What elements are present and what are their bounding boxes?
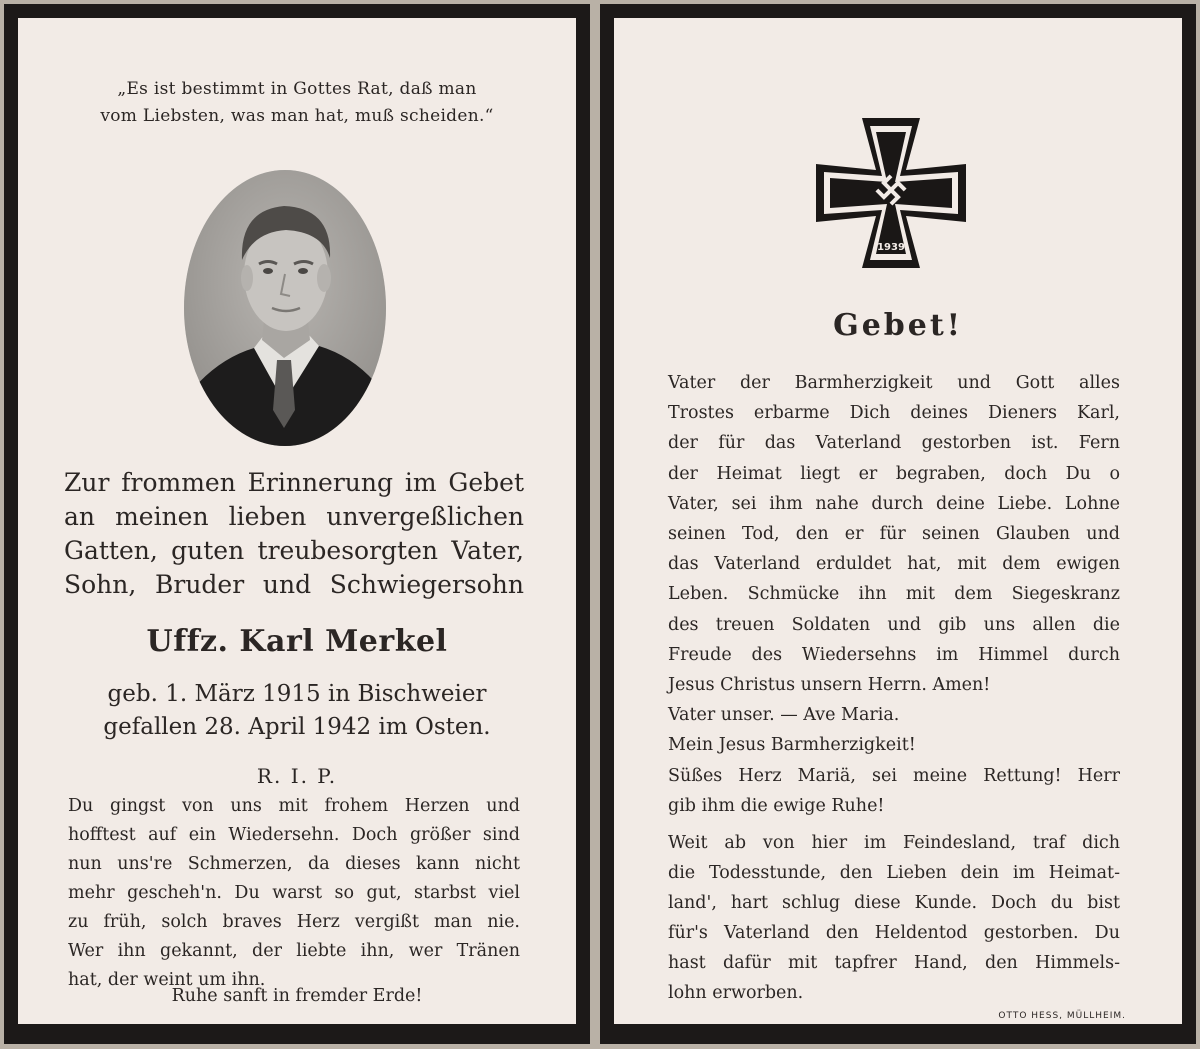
printer-imprint: OTTO HESS, MÜLLHEIM. — [998, 1011, 1126, 1021]
memorial-card-left — [4, 4, 590, 1044]
prayer-line: seinen Tod, den er für seinen Glauben und — [668, 524, 1120, 545]
memorial-card-right — [600, 4, 1196, 1044]
poem-line: Du gingst von uns mit frohem Herzen und — [68, 796, 520, 816]
dedication-line: Sohn, Bruder und Schwiegersohn — [64, 570, 524, 599]
prayer-text — [668, 368, 1120, 821]
prayer-line: Trostes erbarme Dich deines Dieners Karl, — [668, 403, 1120, 424]
birth-date: geb. 1. März 1915 in Bischweier — [107, 681, 487, 707]
poem-line: nun uns're Schmerzen, da dieses kann nicht — [68, 854, 520, 874]
memorial-dedication — [64, 466, 524, 602]
prayer-line: Vater der Barmherzigkeit und Gott alles — [668, 373, 1120, 393]
memorial-verse — [668, 828, 1120, 1008]
death-date: gefallen 28. April 1942 im Osten. — [103, 714, 491, 740]
card-paper-right — [614, 18, 1182, 1024]
quote-line: „Es ist bestimmt in Gottes Rat, daß man — [117, 79, 477, 99]
prayer-line: Leben. Schmücke ihn mit dem Siegeskranz — [668, 584, 1120, 605]
dedication-line: Zur frommen Erinnerung im Gebet — [64, 468, 524, 497]
prayer-line: des treuen Soldaten und gib uns allen die — [668, 614, 1120, 635]
memorial-poem — [68, 792, 520, 995]
portrait-photo — [184, 170, 386, 446]
prayer-line: Freude des Wiedersehns im Himmel durch — [668, 644, 1120, 665]
cross-year: 1939 — [877, 242, 905, 253]
prayer-line: das Vaterland erduldet hat, mit dem ewigen — [668, 554, 1120, 575]
prayer-line: Mein Jesus Barmherzigkeit! — [668, 735, 916, 756]
card-paper-left — [18, 18, 576, 1024]
verse-line: land', hart schlug diese Kunde. Doch du bist — [668, 893, 1120, 913]
deceased-name: Uffz. Karl Merkel — [146, 624, 448, 659]
verse-line: lohn erworben. — [668, 983, 804, 1003]
poem-line: mehr gescheh'n. Du warst so gut, starbst viel — [68, 883, 520, 903]
dedication-line: an meinen lieben unvergeßlichen — [64, 502, 524, 531]
verse-line: Weit ab von hier im Feindesland, traf dich — [668, 833, 1120, 853]
poem-line: hofftest auf ein Wiedersehn. Doch größer sind — [68, 825, 520, 845]
epigraph-quote — [18, 76, 576, 130]
iron-cross-icon — [810, 112, 972, 274]
verse-line: die Todesstunde, den Lieben dein im Heimat- — [668, 863, 1120, 883]
dedication-line: Gatten, guten treubesorgten Vater, — [64, 536, 524, 565]
prayer-line: Vater, sei ihm nahe durch deine Liebe. Lohne — [668, 493, 1120, 514]
life-dates — [18, 678, 576, 744]
verse-line: hast dafür mit tapfrer Hand, den Himmels- — [668, 953, 1120, 973]
poem-line: Wer ihn gekannt, der liebte ihn, wer Tränen — [68, 941, 520, 961]
prayer-line: Vater unser. — Ave Maria. — [668, 705, 900, 726]
quote-line: vom Liebsten, was man hat, muß scheiden.“ — [100, 106, 494, 126]
verse-line: für's Vaterland den Heldentod gestorben. Du — [668, 923, 1120, 943]
rip-label: R. I. P. — [256, 764, 338, 788]
prayer-line: gib ihm die ewige Ruhe! — [668, 795, 885, 816]
prayer-line: der Heimat liegt er begraben, doch Du o — [668, 463, 1120, 484]
prayer-title: Gebet! — [833, 308, 963, 343]
prayer-line: der für das Vaterland gestorben ist. Fern — [668, 433, 1120, 454]
poem-line: zu früh, solch braves Herz vergißt man nie. — [68, 912, 520, 932]
prayer-line: Jesus Christus unsern Herrn. Amen! — [668, 675, 991, 696]
prayer-line: Süßes Herz Mariä, sei meine Rettung! Herr — [668, 765, 1120, 786]
poem-line: hat, der weint um ihn. — [68, 970, 266, 990]
closing-line: Ruhe sanft in fremder Erde! — [171, 986, 423, 1006]
